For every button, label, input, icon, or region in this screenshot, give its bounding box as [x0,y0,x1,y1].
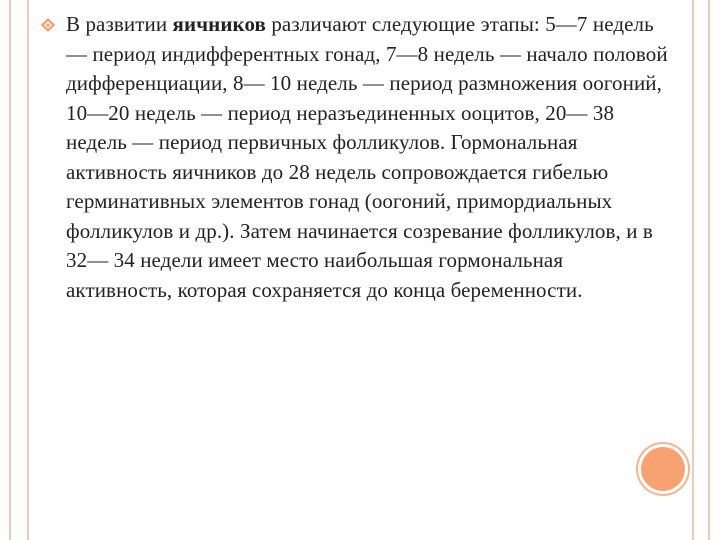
paragraph-text-after: различают следующие этапы: 5—7 недель — период индифферентных гонад, 7—8 недель — начало половой дифференциации, 8— 10 недель — период размножения оогоний, 10—20 недель — период неразъединенных ооцитов, 20— 38 недель — период первичных фолликулов. Гормональная активность яичников до 28 недель сопровождается гибелью герминативных элементов гонад (оогоний, примордиальных фолликулов и др.). Затем начинается созревание фолликулов, и в 32— 34 недели имеет место наибольшая гормональная активность, которая сохраняется до конца беременности. [66,12,668,302]
bullet-paragraph [40,10,672,305]
slide-content [40,10,672,305]
paragraph-text-before: В развитии [66,12,173,36]
paragraph-bold-term: яичников [172,12,266,36]
frame-line-left-outer [9,0,11,540]
frame-line-right-outer [708,0,710,540]
frame-line-right-inner [692,0,694,540]
orange-diamond-bullet-icon [40,17,56,33]
frame-line-left-inner [27,0,29,540]
decorative-orange-circle [641,447,685,491]
paragraph-text [66,10,672,305]
